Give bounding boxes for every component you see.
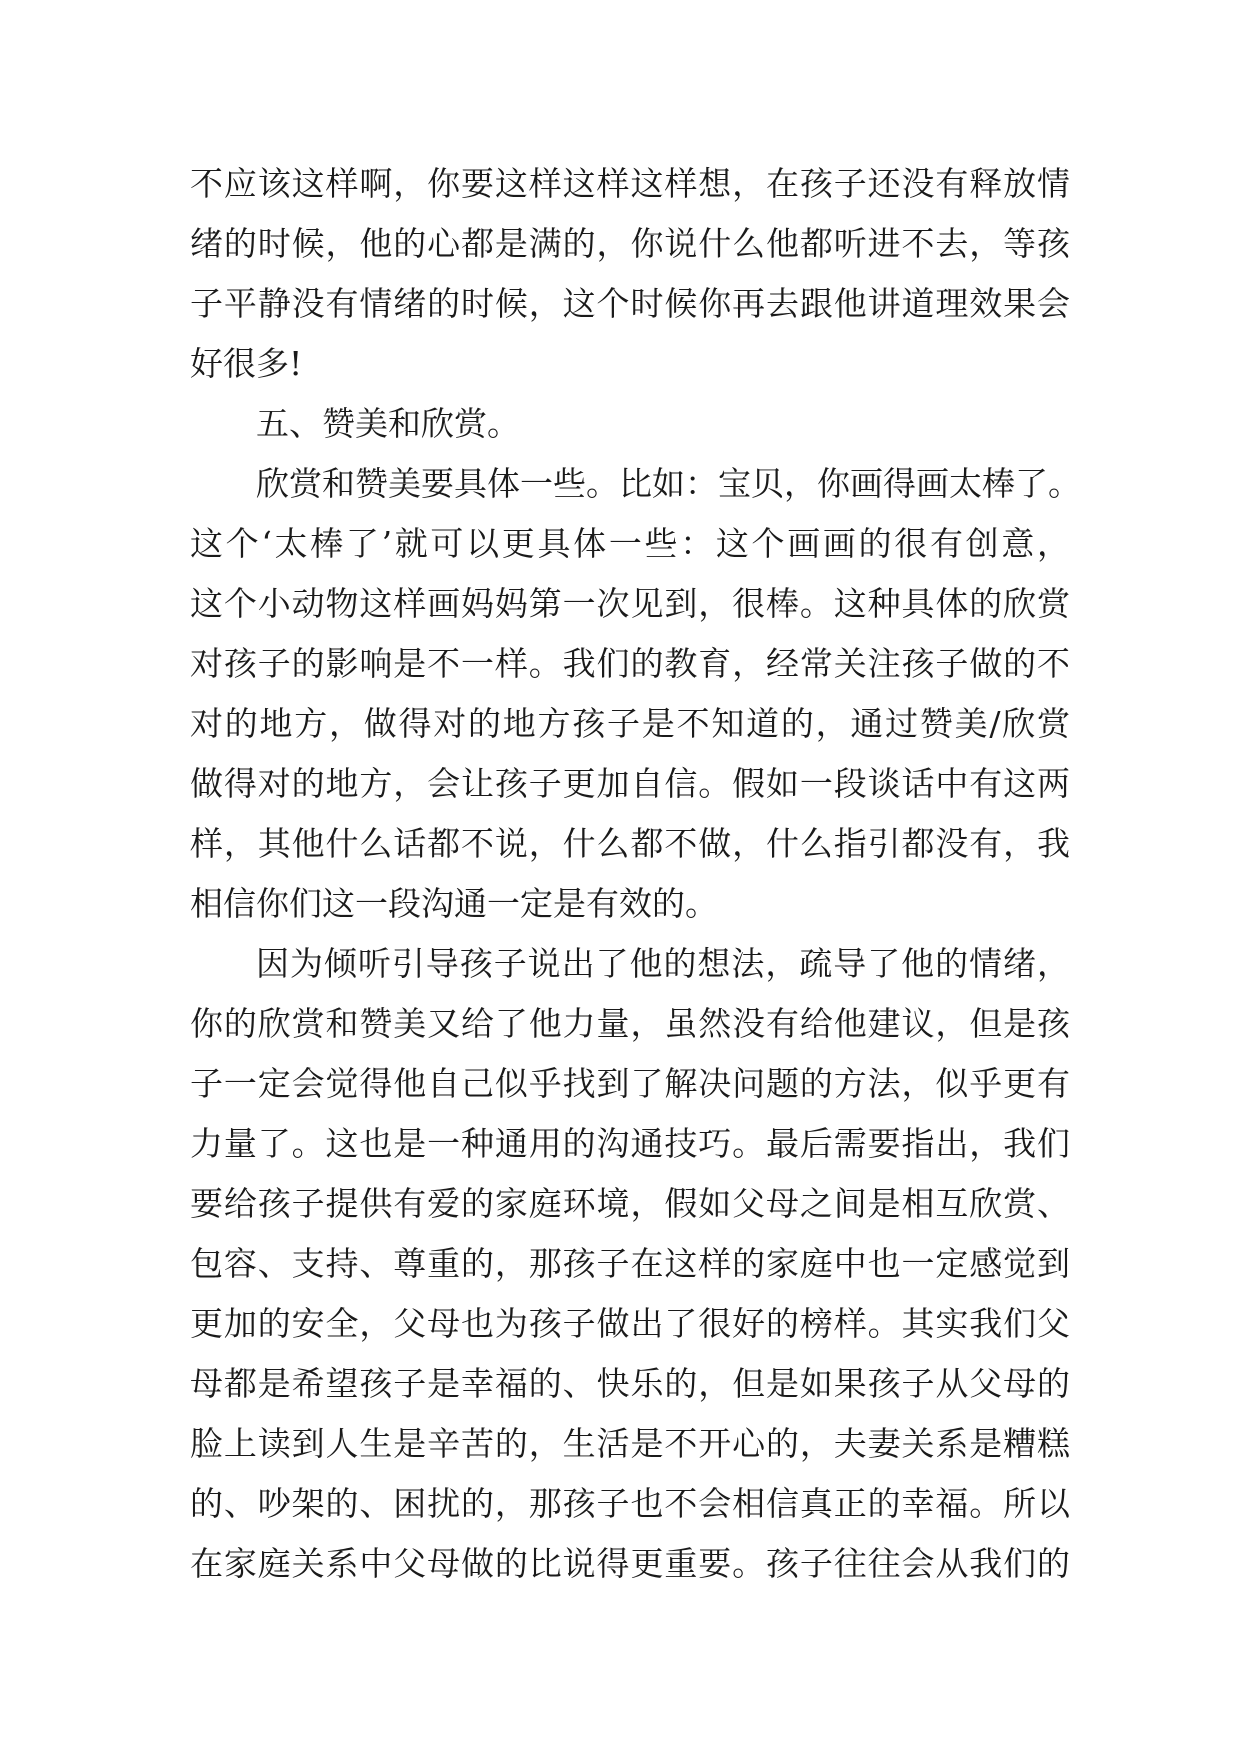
- text-line: 不应该这样啊，你要这样这样这样想，在孩子还没有释放情: [190, 164, 1070, 203]
- text-line: 相信你们这一段沟通一定是有效的。: [190, 884, 718, 923]
- section-heading: 五、赞美和欣赏。: [256, 404, 520, 443]
- text-line: 绪的时候，他的心都是满的，你说什么他都听进不去，等孩: [190, 224, 1070, 263]
- text-line: 的、吵架的、困扰的，那孩子也不会相信真正的幸福。所以: [190, 1484, 1070, 1523]
- text-line: 母都是希望孩子是幸福的、快乐的，但是如果孩子从父母的: [190, 1364, 1070, 1403]
- text-line: 好很多!: [190, 344, 303, 383]
- text-line: 这个‘太棒了’就可以更具体一些：这个画画的很有创意，: [190, 524, 1070, 563]
- text-line: 脸上读到人生是辛苦的，生活是不开心的，夫妻关系是糟糕: [190, 1424, 1070, 1463]
- text-line: 要给孩子提供有爱的家庭环境，假如父母之间是相互欣赏、: [190, 1184, 1070, 1223]
- text-line: 包容、支持、尊重的，那孩子在这样的家庭中也一定感觉到: [190, 1244, 1070, 1283]
- text-line: 对孩子的影响是不一样。我们的教育，经常关注孩子做的不: [190, 644, 1070, 683]
- text-line: 你的欣赏和赞美又给了他力量，虽然没有给他建议，但是孩: [190, 1004, 1070, 1043]
- text-line: 子平静没有情绪的时候，这个时候你再去跟他讲道理效果会: [190, 284, 1070, 323]
- text-line: 子一定会觉得他自己似乎找到了解决问题的方法，似乎更有: [190, 1064, 1070, 1103]
- text-line: 这个小动物这样画妈妈第一次见到，很棒。这种具体的欣赏: [190, 584, 1070, 623]
- text-line: 欣赏和赞美要具体一些。比如：宝贝，你画得画太棒了。: [256, 464, 1081, 503]
- text-line: 对的地方，做得对的地方孩子是不知道的，通过赞美/欣赏: [190, 704, 1070, 743]
- text-line: 样，其他什么话都不说，什么都不做，什么指引都没有，我: [190, 824, 1070, 863]
- text-line: 在家庭关系中父母做的比说得更重要。孩子往往会从我们的: [190, 1544, 1070, 1583]
- text-line: 做得对的地方，会让孩子更加自信。假如一段谈话中有这两: [190, 764, 1070, 803]
- text-line: 更加的安全，父母也为孩子做出了很好的榜样。其实我们父: [190, 1304, 1070, 1343]
- text-line: 力量了。这也是一种通用的沟通技巧。最后需要指出，我们: [190, 1124, 1070, 1163]
- text-line: 因为倾听引导孩子说出了他的想法，疏导了他的情绪，: [256, 944, 1070, 983]
